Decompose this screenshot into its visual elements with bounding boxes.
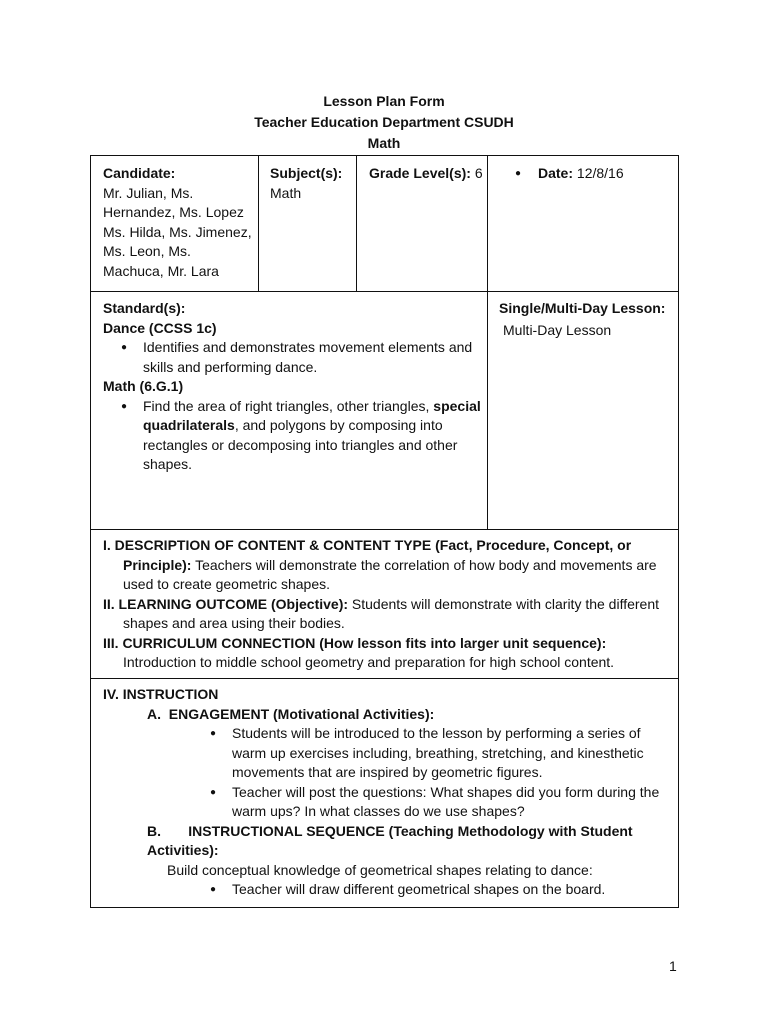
divider — [356, 155, 357, 292]
grade-value: 6 — [470, 165, 483, 181]
divider — [487, 155, 488, 292]
bullet-icon: ● — [515, 168, 522, 179]
list-item: ● Teacher will draw different geometrical shapes on the board. — [232, 880, 662, 900]
math-standard-label: Math (6.G.1) — [103, 378, 184, 394]
candidate-cell — [103, 164, 253, 281]
list-item: ● Students will be introduced to the lesson by performing a series of warm up exercises including, breathing, stretching, and kinesthetic movements that are inspired by geometric figures. — [210, 725, 644, 780]
subject-value: Math — [270, 184, 302, 201]
department-title: Teacher Education Department CSUDH — [254, 114, 514, 130]
candidate-value: Mr. Julian, Ms. Hernandez, Ms. Lopez Ms. Hilda, Ms. Jimenez, Ms. Leon, Ms. Machuca, Mr. Lara — [103, 184, 252, 279]
lesson-length-cell — [499, 299, 677, 340]
list-item: ● Find the area of right triangles, other triangles, special quadrilaterals, and polygons by composing into rectangles or decomposing into triangles and other shapes. — [121, 397, 481, 472]
instruction-label: IV. INSTRUCTION — [103, 686, 219, 702]
divider — [487, 291, 488, 530]
bullet-icon: ● — [210, 786, 217, 798]
sequence-intro: Build conceptual knowledge of geometrical shapes relating to dance: — [167, 861, 593, 878]
instructional-sequence-heading: B. INSTRUCTIONAL SEQUENCE (Teaching Methodology with Student Activities): — [147, 822, 633, 858]
curriculum-connection-label: III. CURRICULUM CONNECTION (How lesson fits into larger unit sequence): — [103, 634, 607, 651]
date-value: 12/8/16 — [573, 165, 624, 181]
content-description: I. DESCRIPTION OF CONTENT & CONTENT TYPE (Fact, Procedure, Concept, or Principle): Teachers will demonstrate the correlation of how body and movements are used to create geometric shapes. — [103, 537, 657, 592]
date-cell — [517, 164, 677, 184]
bullet-icon: ● — [121, 342, 128, 353]
description-cell — [103, 536, 663, 673]
lesson-length-label: Single/Multi-Day Lesson: — [499, 300, 666, 316]
date-label: Date: — [538, 165, 574, 181]
candidate-label: Candidate: — [103, 165, 176, 181]
divider — [258, 155, 259, 292]
list-item: ● Identifies and demonstrates movement elements and skills and performing dance. — [121, 339, 473, 375]
lesson-length-value: Multi-Day Lesson — [503, 321, 612, 338]
learning-outcome: II. LEARNING OUTCOME (Objective): Students will demonstrate with clarity the different shapes and area using their bodies. — [103, 595, 660, 631]
grade-cell — [369, 164, 487, 184]
bullet-icon: ● — [210, 728, 217, 739]
grade-label: Grade Level(s): — [369, 165, 471, 181]
bullet-icon: ● — [210, 884, 217, 895]
document-header — [0, 91, 768, 154]
subject-cell — [270, 164, 354, 203]
curriculum-connection-text: Introduction to middle school geometry and preparation for high school content. — [123, 654, 615, 670]
instruction-cell — [103, 685, 673, 900]
subject-title: Math — [367, 135, 401, 151]
standards-label: Standard(s): — [103, 300, 186, 316]
bullet-icon: ● — [121, 400, 128, 412]
dance-standard-label: Dance (CCSS 1c) — [103, 319, 217, 336]
engagement-heading: A. ENGAGEMENT (Motivational Activities): — [147, 705, 435, 722]
subject-label: Subject(s): — [270, 165, 343, 181]
form-title: Lesson Plan Form — [323, 93, 445, 109]
list-item: ● Teacher will post the questions: What shapes did you form during the warm ups? In what classes do we use shapes? — [210, 783, 660, 819]
page-number: 1 — [669, 958, 677, 974]
standards-cell — [103, 299, 481, 475]
